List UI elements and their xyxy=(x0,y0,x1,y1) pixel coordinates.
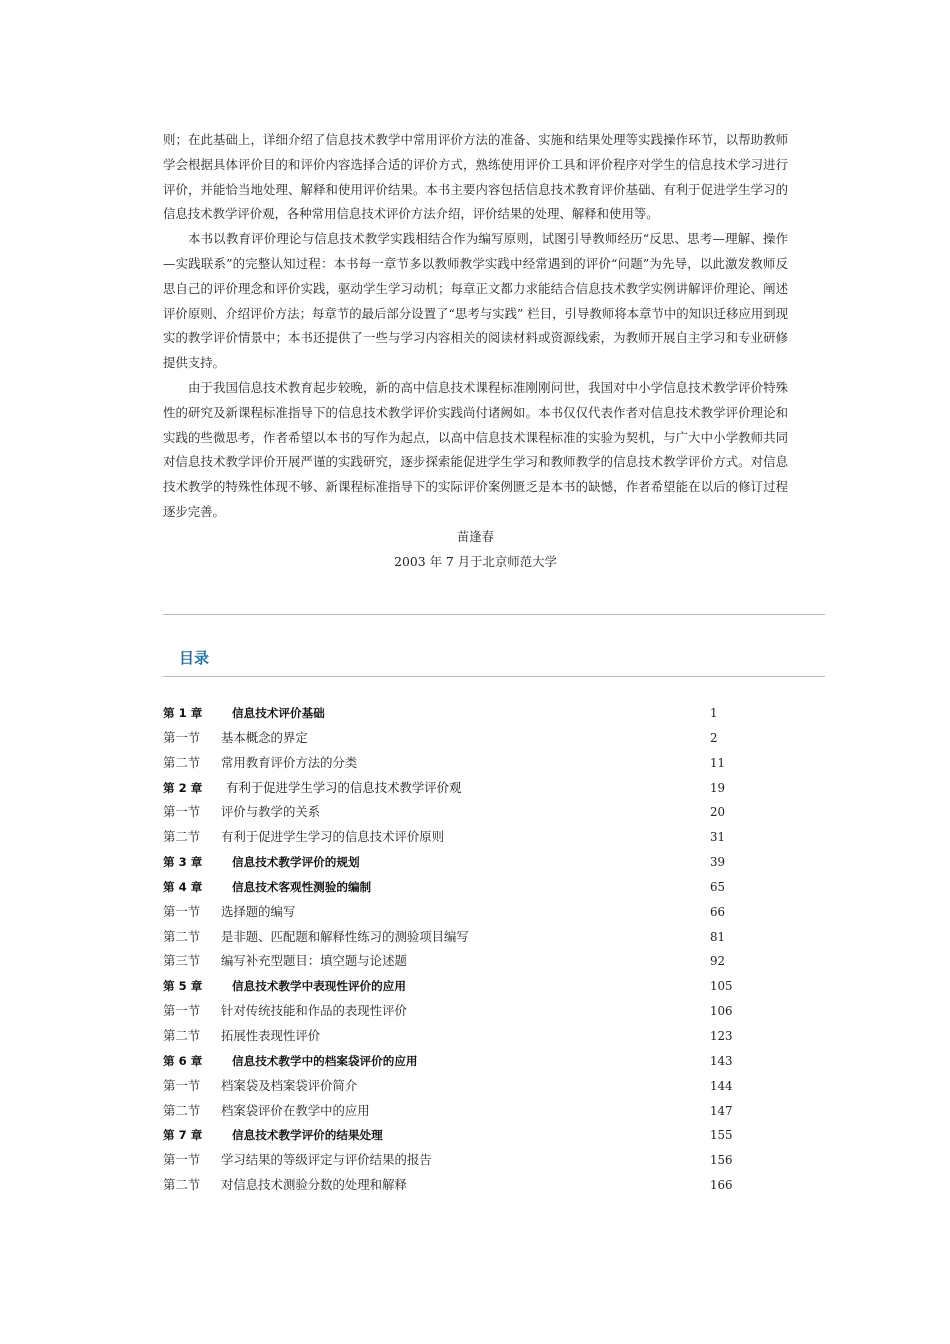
toc-entry-title: 评价与教学的关系 xyxy=(221,804,321,820)
toc-entry-label: 第二节 xyxy=(163,754,201,770)
toc-section-entry[interactable] xyxy=(163,751,763,776)
toc-entry-title: 编写补充型题目：填空题与论述题 xyxy=(221,953,407,969)
toc-section-entry[interactable] xyxy=(163,800,763,825)
toc-chapter-entry[interactable] xyxy=(163,974,763,999)
toc-entry-label: 第二节 xyxy=(163,1027,201,1043)
toc-entry-page: 106 xyxy=(710,1004,733,1019)
toc-section-entry[interactable] xyxy=(163,999,763,1024)
table-of-contents xyxy=(163,701,763,1198)
toc-section-entry[interactable] xyxy=(163,900,763,925)
toc-entry-page: 1 xyxy=(710,706,718,720)
toc-entry-label: 第 7 章 xyxy=(163,1128,203,1143)
divider-top xyxy=(163,614,825,615)
toc-entry-page: 123 xyxy=(710,1028,733,1043)
preface-paragraph: 由于我国信息技术教育起步较晚，新的高中信息技术课程标准刚刚问世，我国对中小学信息技术教学评价特殊性的研究及新课程标准指导下的信息技术教学评价实践尚付诸阙如。本书仅仅代表作者对信息技术教学评价理论和实践的些微思考，作者希望以本书的写作为起点，以高中信息技术课程标准的实验为契机，与广大中小学教师共同对信息技术教学评价开展严谨的实践研究，逐步探索能促进学生学习和教师教学的信息技术教学评价方式。对信息技术教学的特殊性体现不够、新课程标准指导下的实际评价案例匮乏是本书的缺憾，作者希望能在以后的修订过程逐步完善。 xyxy=(163,379,788,519)
toc-entry-label: 第一节 xyxy=(163,804,201,820)
toc-entry-page: 105 xyxy=(710,979,733,994)
toc-entry-label: 第 6 章 xyxy=(163,1053,203,1068)
toc-entry-page: 155 xyxy=(710,1128,733,1143)
toc-entry-title: 信息技术教学中的档案袋评价的应用 xyxy=(232,1053,418,1068)
toc-chapter-entry[interactable] xyxy=(163,850,763,875)
toc-chapter-entry[interactable] xyxy=(163,776,763,801)
toc-entry-title: 选择题的编写 xyxy=(221,903,296,919)
toc-entry-label: 第 4 章 xyxy=(163,879,203,894)
toc-entry-title: 拓展性表现性评价 xyxy=(221,1027,321,1043)
toc-entry-page: 66 xyxy=(710,904,726,919)
toc-entry-title: 有利于促进学生学习的信息技术评价原则 xyxy=(221,829,445,845)
toc-chapter-entry[interactable] xyxy=(163,875,763,900)
toc-section-entry[interactable] xyxy=(163,1173,763,1198)
toc-entry-page: 2 xyxy=(710,730,718,745)
toc-section-entry[interactable] xyxy=(163,1074,763,1099)
toc-chapter-entry[interactable] xyxy=(163,701,763,726)
toc-entry-page: 144 xyxy=(710,1078,733,1093)
toc-entry-label: 第二节 xyxy=(163,829,201,845)
toc-entry-page: 20 xyxy=(710,805,726,820)
toc-entry-label: 第一节 xyxy=(163,1152,201,1168)
toc-section-entry[interactable] xyxy=(163,1024,763,1049)
toc-section-entry[interactable] xyxy=(163,1148,763,1173)
toc-entry-title: 是非题、匹配题和解释性练习的测验项目编写 xyxy=(221,928,469,944)
toc-entry-title: 针对传统技能和作品的表现性评价 xyxy=(221,1003,407,1019)
toc-entry-page: 92 xyxy=(710,954,726,969)
toc-entry-label: 第 1 章 xyxy=(163,706,203,720)
toc-entry-page: 65 xyxy=(710,879,726,894)
toc-entry-page: 166 xyxy=(710,1178,733,1193)
toc-section-entry[interactable] xyxy=(163,726,763,751)
toc-entry-label: 第三节 xyxy=(163,953,201,969)
toc-entry-label: 第一节 xyxy=(163,1077,201,1093)
toc-entry-title: 信息技术教学中表现性评价的应用 xyxy=(232,979,406,994)
toc-entry-label: 第一节 xyxy=(163,903,201,919)
toc-entry-title: 基本概念的界定 xyxy=(221,729,308,745)
toc-entry-title: 对信息技术测验分数的处理和解释 xyxy=(221,1177,407,1193)
toc-entry-page: 19 xyxy=(710,780,726,795)
toc-entry-label: 第 5 章 xyxy=(163,979,203,994)
toc-entry-title: 信息技术教学评价的规划 xyxy=(232,855,360,870)
toc-entry-label: 第二节 xyxy=(163,1102,201,1118)
toc-entry-label: 第一节 xyxy=(163,1003,201,1019)
toc-entry-page: 147 xyxy=(710,1103,733,1118)
toc-section-entry[interactable] xyxy=(163,1099,763,1124)
toc-entry-page: 39 xyxy=(710,855,726,870)
toc-section-entry[interactable] xyxy=(163,925,763,950)
preface-date-place: 2003 年 7 月于北京师范大学 xyxy=(394,553,557,569)
toc-entry-title: 学习结果的等级评定与评价结果的报告 xyxy=(221,1152,432,1168)
toc-entry-page: 81 xyxy=(710,929,726,944)
toc-section-entry[interactable] xyxy=(163,949,763,974)
toc-entry-page: 11 xyxy=(710,755,726,770)
divider-toc xyxy=(163,676,825,677)
toc-entry-label: 第二节 xyxy=(163,1177,201,1193)
toc-entry-label: 第一节 xyxy=(163,729,201,745)
toc-entry-page: 143 xyxy=(710,1053,733,1068)
toc-section-entry[interactable] xyxy=(163,825,763,850)
toc-entry-title: 档案袋及档案袋评价简介 xyxy=(221,1077,358,1093)
toc-entry-page: 156 xyxy=(710,1153,733,1168)
preface-author: 苗逢春 xyxy=(456,528,495,544)
toc-entry-page: 31 xyxy=(710,830,726,845)
toc-chapter-entry[interactable] xyxy=(163,1049,763,1074)
preface-text xyxy=(163,128,788,574)
toc-entry-title: 档案袋评价在教学中的应用 xyxy=(221,1102,370,1118)
toc-entry-title: 信息技术教学评价的结果处理 xyxy=(232,1128,383,1143)
toc-entry-title: 信息技术评价基础 xyxy=(232,706,325,720)
toc-chapter-entry[interactable] xyxy=(163,1123,763,1148)
toc-entry-title: 常用教育评价方法的分类 xyxy=(221,754,358,770)
toc-entry-label: 第 2 章 xyxy=(163,780,203,795)
toc-entry-label: 第 3 章 xyxy=(163,855,203,870)
preface-paragraph: 本书以教育评价理论与信息技术教学实践相结合作为编写原则，试图引导教师经历“反思、思考—理解、操作—实践联系”的完整认知过程：本书每一章节多以教师教学实践中经常遇到的评价“问题”为先导，以此激发教师反思自己的评价理念和评价实践，驱动学生学习动机；每章正文都力求能结合信息技术教学实例讲解评价理论、阐述评价原则、介绍评价方法；每章节的最后部分设置了“思考与实践” 栏目，引导教师将本章节中的知识迁移应用到现实的教学评价情景中；本书还提供了一些与学习内容相关的阅读材料或资源线索，为教师开展自主学习和专业研修提供支持。 xyxy=(163,231,788,371)
toc-entry-label: 第二节 xyxy=(163,928,201,944)
preface-paragraph: 则；在此基础上，详细介绍了信息技术教学中常用评价方法的准备、实施和结果处理等实践操作环节，以帮助教师学会根据具体评价目的和评价内容选择合适的评价方式，熟练使用评价工具和评价程序对学生的信息技术学习进行评价，并能恰当地处理、解释和使用评价结果。本书主要内容包括信息技术教育评价基础、有利于促进学生学习的信息技术教学评价观，各种常用信息技术评价方法介绍，评价结果的处理、解释和使用等。 xyxy=(163,132,788,222)
toc-entry-title: 有利于促进学生学习的信息技术教学评价观 xyxy=(226,779,462,795)
toc-title: 目录 xyxy=(179,649,210,667)
toc-entry-title: 信息技术客观性测验的编制 xyxy=(232,879,372,894)
